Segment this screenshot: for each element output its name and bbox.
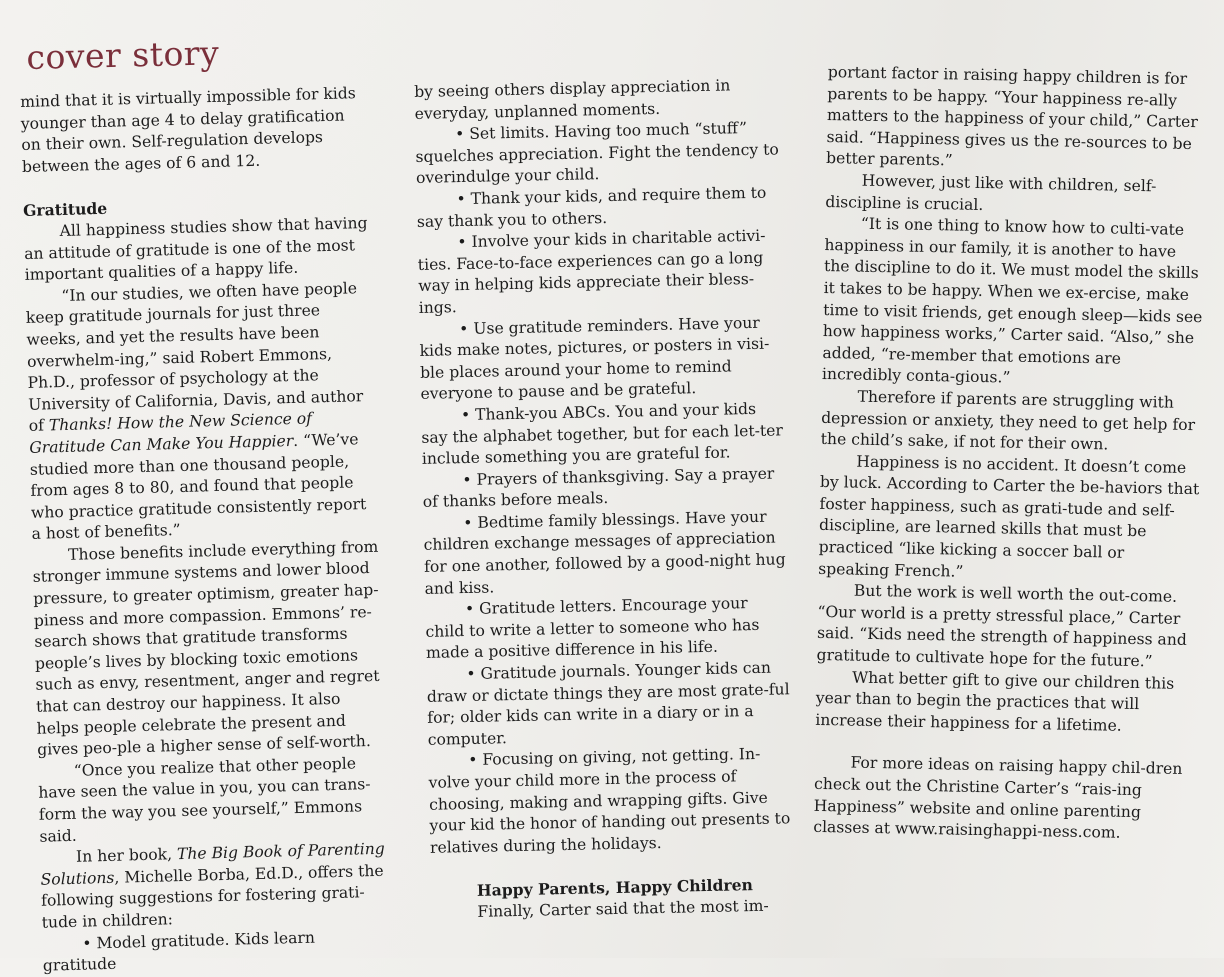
bullet-item: • Focusing on giving, not getting. In-volve your child more in the process of choosing, making and wrapping gifts. Give your kid the honor of handing out presents to relatives during the holidays. xyxy=(428,745,791,857)
bullet-item: • Bedtime family blessings. Have your children exchange messages of appreciation for one another, followed by a good-night hug and kiss. xyxy=(423,507,786,598)
paragraph: What better gift to give our children this year than to begin the practices that will increase their happiness for a lifetime. xyxy=(815,668,1175,735)
book-title: The Big Book of Parenting Solutions xyxy=(40,839,386,889)
paragraph: mind that it is virtually impossible for kids younger than age 4 to delay gratification on their own. Self-regulation develops between the ages of 6 and 12. xyxy=(20,84,357,176)
paragraph: Finally, Carter said that the most im- xyxy=(477,896,769,921)
bullet-item: • Model gratitude. Kids learn gratitude xyxy=(42,928,316,975)
bullet-item: • Set limits. Having too much “stuff” squelches appreciation. Fight the tendency to overindulge your child. xyxy=(415,119,779,188)
section-title: cover story xyxy=(26,33,220,77)
paragraph: However, just like with children, self-discipline is crucial. xyxy=(825,171,1157,214)
bullet-item: • Involve your kids in charitable activi-ties. Face-to-face experiences can go a long way in helping kids appreciate their bless-ings. xyxy=(417,226,766,317)
paragraph: Happiness is no accident. It doesn’t come by luck. According to Carter the be-haviors that foster happiness, such as grati-tude and self-discipline, are learned skills that must be practiced “like kicking a soccer ball or speaking French.” xyxy=(818,452,1200,581)
paragraph-borba: In her book, The Big Book of Parenting Solutions, Michelle Borba, Ed.D., offers the following suggestions for fostering grati-tude in children: xyxy=(40,839,386,932)
bullet-item: • Thank-you ABCs. You and your kids say the alphabet together, but for each let-ter include something you are grateful for. xyxy=(421,399,783,469)
paragraph: portant factor in raising happy children is for parents to be happy. “Your happiness re-ally matters to the happiness of your child,” Carter said. “Happiness gives us the re-sources to be better parents.” xyxy=(825,62,1199,170)
paragraph-emmons-quote: “In our studies, we often have people keep gratitude journals for just three weeks, and yet the results have been overwhelm-ing,” said Robert Emmons, Ph.D., professor of psychology at the University of California, Davis, and author of Thanks! How the New Science of Gratitude Can Make You Happier. “We’ve studied more than one thousand people, from ages 8 to 80, and found that people who practice gratitude consistently report a host of benefits.” xyxy=(25,278,367,544)
paragraph: by seeing others display appreciation in everyday, unplanned moments. xyxy=(414,76,731,123)
bullet-item: • Gratitude journals. Younger kids can draw or dictate things they are most grate-ful for; older kids can write in a diary or in a computer. xyxy=(426,658,790,749)
paragraph: Those benefits include everything from stronger immune systems and lower blood pressure, to greater optimism, greater hap-piness and more compassion. Emmons’ re-search shows that gratitude transforms people’s lives by blocking toxic emotions such as envy, resentment, anger and regret that can destroy our happiness. It also helps people celebrate the present and gives peo-ple a higher sense of self-worth. xyxy=(32,537,380,759)
book-title: Thanks! How the New Science of Gratitude Can Make You Happier xyxy=(29,409,313,457)
bullet-item: • Gratitude letters. Encourage your child to write a letter to someone who has made a positive difference in his life. xyxy=(425,594,760,663)
column-2 xyxy=(414,74,798,924)
column-3 xyxy=(813,62,1208,846)
section-heading-happy-parents: Happy Parents, Happy Children xyxy=(476,875,754,901)
paragraph: Therefore if parents are struggling with depression or anxiety, they need to get help for the child’s sake, if not for their own. xyxy=(820,387,1196,454)
paragraph-more-ideas: For more ideas on raising happy chil-dren check out the Christine Carter’s “rais-ing Happiness” website and online parenting classes at www.raisinghappi-ness.com. xyxy=(813,753,1183,842)
bullet-item: • Prayers of thanksgiving. Say a prayer of thanks before meals. xyxy=(422,464,775,512)
bullet-item: • Thank your kids, and require them to say thank you to others. xyxy=(416,183,767,231)
column-1 xyxy=(20,83,391,977)
paragraph: “It is one thing to know how to culti-vate happiness in our family, it is another to have the discipline to do it. We must model the skills it takes to be happy. When we ex-ercise, make time to visit friends, get enough sleep—kids see how happiness works,” Carter said. “Also,” she added, “re-member that emotions are incredibly conta-gious.” xyxy=(821,214,1203,387)
paragraph: “Once you realize that other people have seen the value in you, you can trans-form the way you see yourself,” Emmons said. xyxy=(38,754,371,846)
section-heading-gratitude: Gratitude xyxy=(22,199,108,221)
paragraph: But the work is well worth the out-come. “Our world is a pretty stressful place,” Carter said. “Kids need the strength of happiness and gratitude to cultivate hope for the future.” xyxy=(816,581,1188,671)
bullet-item: • Use gratitude reminders. Have your kids make notes, pictures, or posters in visi-ble places around your home to remind everyone to pause and be grateful. xyxy=(419,313,770,404)
paragraph: All happiness studies show that having an attitude of gratitude is one of the most important qualities of a happy life. xyxy=(23,213,368,285)
